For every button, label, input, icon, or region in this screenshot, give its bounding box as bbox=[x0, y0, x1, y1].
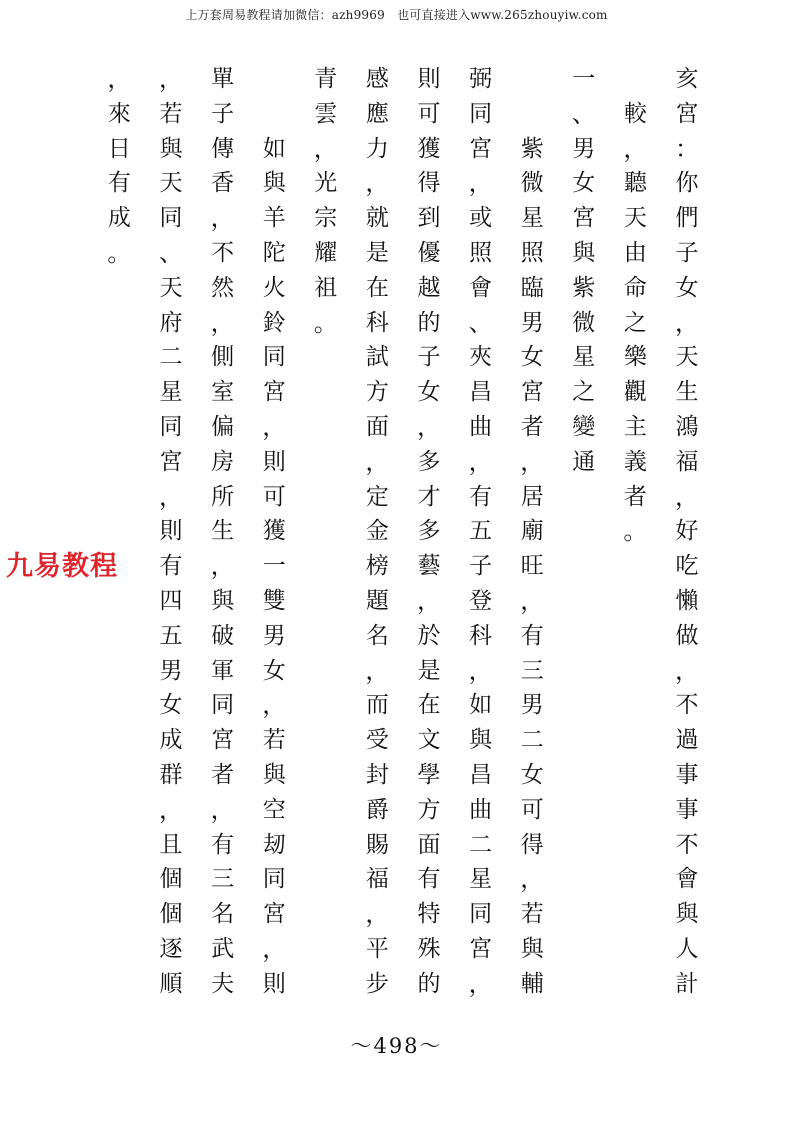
text-column: 感 應 力 ， 就 是 在 科 試 方 面 ， 定 金 榜 題 名 ， 而 受 封 爵 賜 福 ， 平 步 bbox=[365, 66, 390, 997]
page-header: 上万套周易教程请加微信：azh9969 也可直接进入www.265zhouyiw.com bbox=[185, 8, 608, 22]
watermark-logo: 九易教程 bbox=[6, 551, 118, 582]
text-column: 單 子 傳 香 ， 不 然 ， 側 室 偏 房 所 生 ， 與 破 軍 同 宮 者 ， 有 三 名 武 夫 bbox=[210, 66, 235, 997]
text-column: 紫 微 星 照 臨 男 女 宮 者 ， 居 廟 旺 ， 有 三 男 二 女 可 得 ， 若 與 輔 bbox=[520, 135, 545, 997]
text-column: 弼 同 宮 ， 或 照 會 、 夾 昌 曲 ， 有 五 子 登 科 ， 如 與 昌 曲 二 星 同 宮 ， bbox=[468, 66, 493, 998]
text-column: ， 若 與 天 同 、 天 府 二 星 同 宮 ， 則 有 四 五 男 女 成 群 ， 且 個 個 逐 順 bbox=[159, 65, 183, 997]
page-number: ～498～ bbox=[350, 1034, 443, 1058]
text-column: 青 雲 ， 光 宗 耀 祖 。 bbox=[313, 66, 338, 337]
text-column: 如 與 羊 陀 火 鈴 同 宮 ， 則 可 獲 一 雙 男 女 ， 若 與 空 刼 同 宮 ， 則 bbox=[262, 135, 287, 997]
text-column: 一 、 男 女 宮 與 紫 微 星 之 變 通 bbox=[571, 66, 596, 475]
text-column: ， 來 日 有 成 。 bbox=[107, 65, 132, 267]
text-column: 較 ， 聽 天 由 命 之 樂 觀 主 義 者 。 bbox=[623, 100, 648, 546]
text-column: 亥 宮 ： 你 們 子 女 ， 天 生 鴻 福 ， 好 吃 懶 做 ， 不 過 事 事 不 會 與 人 計 bbox=[675, 66, 699, 997]
text-column: 則 可 獲 得 到 優 越 的 子 女 ， 多 才 多 藝 ， 於 是 在 文 學 方 面 有 特 殊 的 bbox=[417, 66, 441, 997]
